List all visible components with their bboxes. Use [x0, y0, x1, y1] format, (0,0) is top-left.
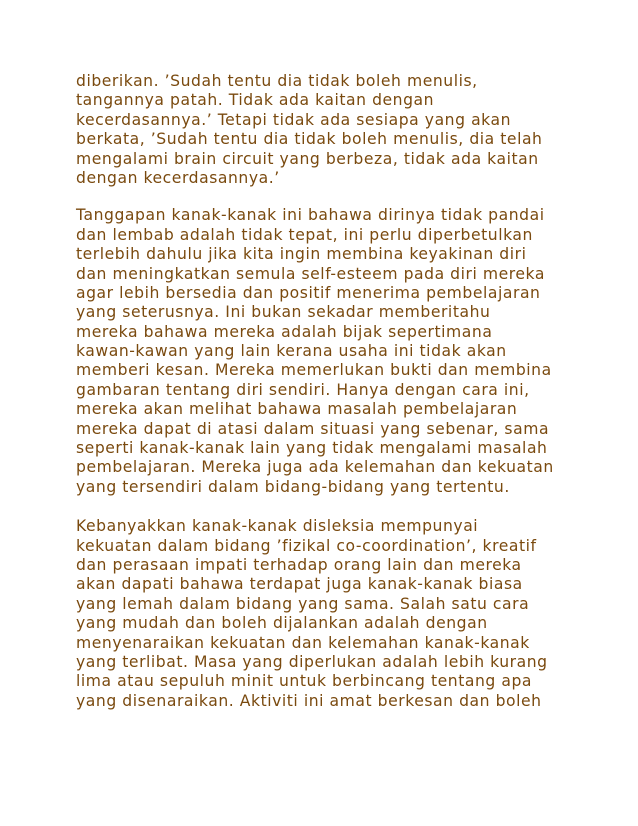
- text-line: pembelajaran. Mereka juga ada kelemahan dan kekuatan: [76, 458, 554, 477]
- text-line: tangannya patah. Tidak ada kaitan dengan: [76, 91, 435, 110]
- text-line: dengan kecerdasannya.’: [76, 168, 280, 187]
- text-line: diberikan. ’Sudah tentu dia tidak boleh menulis,: [76, 72, 478, 90]
- text-line: yang tersendiri dalam bidang-bidang yang tertentu.: [76, 477, 510, 496]
- text-line: mereka bahawa mereka adalah bijak sepertimana: [76, 322, 493, 341]
- text-line: lima atau sepuluh minit untuk berbincang tentang apa: [76, 672, 533, 691]
- text-line: Tanggapan kanak-kanak ini bahawa dirinya tidak pandai: [76, 206, 545, 225]
- text-line: akan dapati bahawa terdapat juga kanak-kanak biasa: [76, 575, 523, 594]
- text-line: kekuatan dalam bidang ’fizikal co-coordination’, kreatif: [76, 536, 537, 555]
- text-line: menyenaraikan kekuatan dan kelemahan kanak-kanak: [76, 633, 530, 652]
- text-line: kecerdasannya.’ Tetapi tidak ada sesiapa yang akan: [76, 110, 512, 129]
- paragraph-3: [76, 517, 576, 711]
- text-line: dan lembab adalah tidak tepat, ini perlu diperbetulkan: [76, 225, 533, 244]
- text-line: dan meningkatkan semula self-esteem pada diri mereka: [76, 264, 545, 283]
- document-page: [76, 72, 576, 711]
- text-line: memberi kesan. Mereka memerlukan bukti dan membina: [76, 361, 552, 380]
- text-line: mengalami brain circuit yang berbeza, tidak ada kaitan: [76, 149, 539, 168]
- text-line: yang mudah dan boleh dijalankan adalah dengan: [76, 614, 488, 633]
- text-line: berkata, ’Sudah tentu dia tidak boleh menulis, dia telah: [76, 130, 543, 149]
- text-line: kawan-kawan yang lain kerana usaha ini tidak akan: [76, 342, 507, 361]
- paragraph-2: [76, 206, 576, 497]
- text-line: seperti kanak-kanak lain yang tidak mengalami masalah: [76, 439, 548, 458]
- text-line: yang terlibat. Masa yang diperlukan adalah lebih kurang: [76, 652, 548, 671]
- text-line: Kebanyakkan kanak-kanak disleksia mempunyai: [76, 517, 479, 536]
- text-line: yang lemah dalam bidang yang sama. Salah satu cara: [76, 594, 530, 613]
- text-line: mereka akan melihat bahawa masalah pembelajaran: [76, 400, 518, 419]
- paragraph-1: [76, 72, 576, 188]
- text-line: gambaran tentang diri sendiri. Hanya dengan cara ini,: [76, 380, 530, 399]
- text-line: terlebih dahulu jika kita ingin membina keyakinan diri: [76, 245, 527, 264]
- text-line: yang disenaraikan. Aktiviti ini amat berkesan dan boleh: [76, 691, 542, 710]
- text-line: mereka dapat di atasi dalam situasi yang sebenar, sama: [76, 419, 550, 438]
- text-line: agar lebih bersedia dan positif menerima pembelajaran: [76, 283, 541, 302]
- text-line: yang seterusnya. Ini bukan sekadar memberitahu: [76, 303, 491, 322]
- text-line: dan perasaan impati terhadap orang lain dan mereka: [76, 555, 522, 574]
